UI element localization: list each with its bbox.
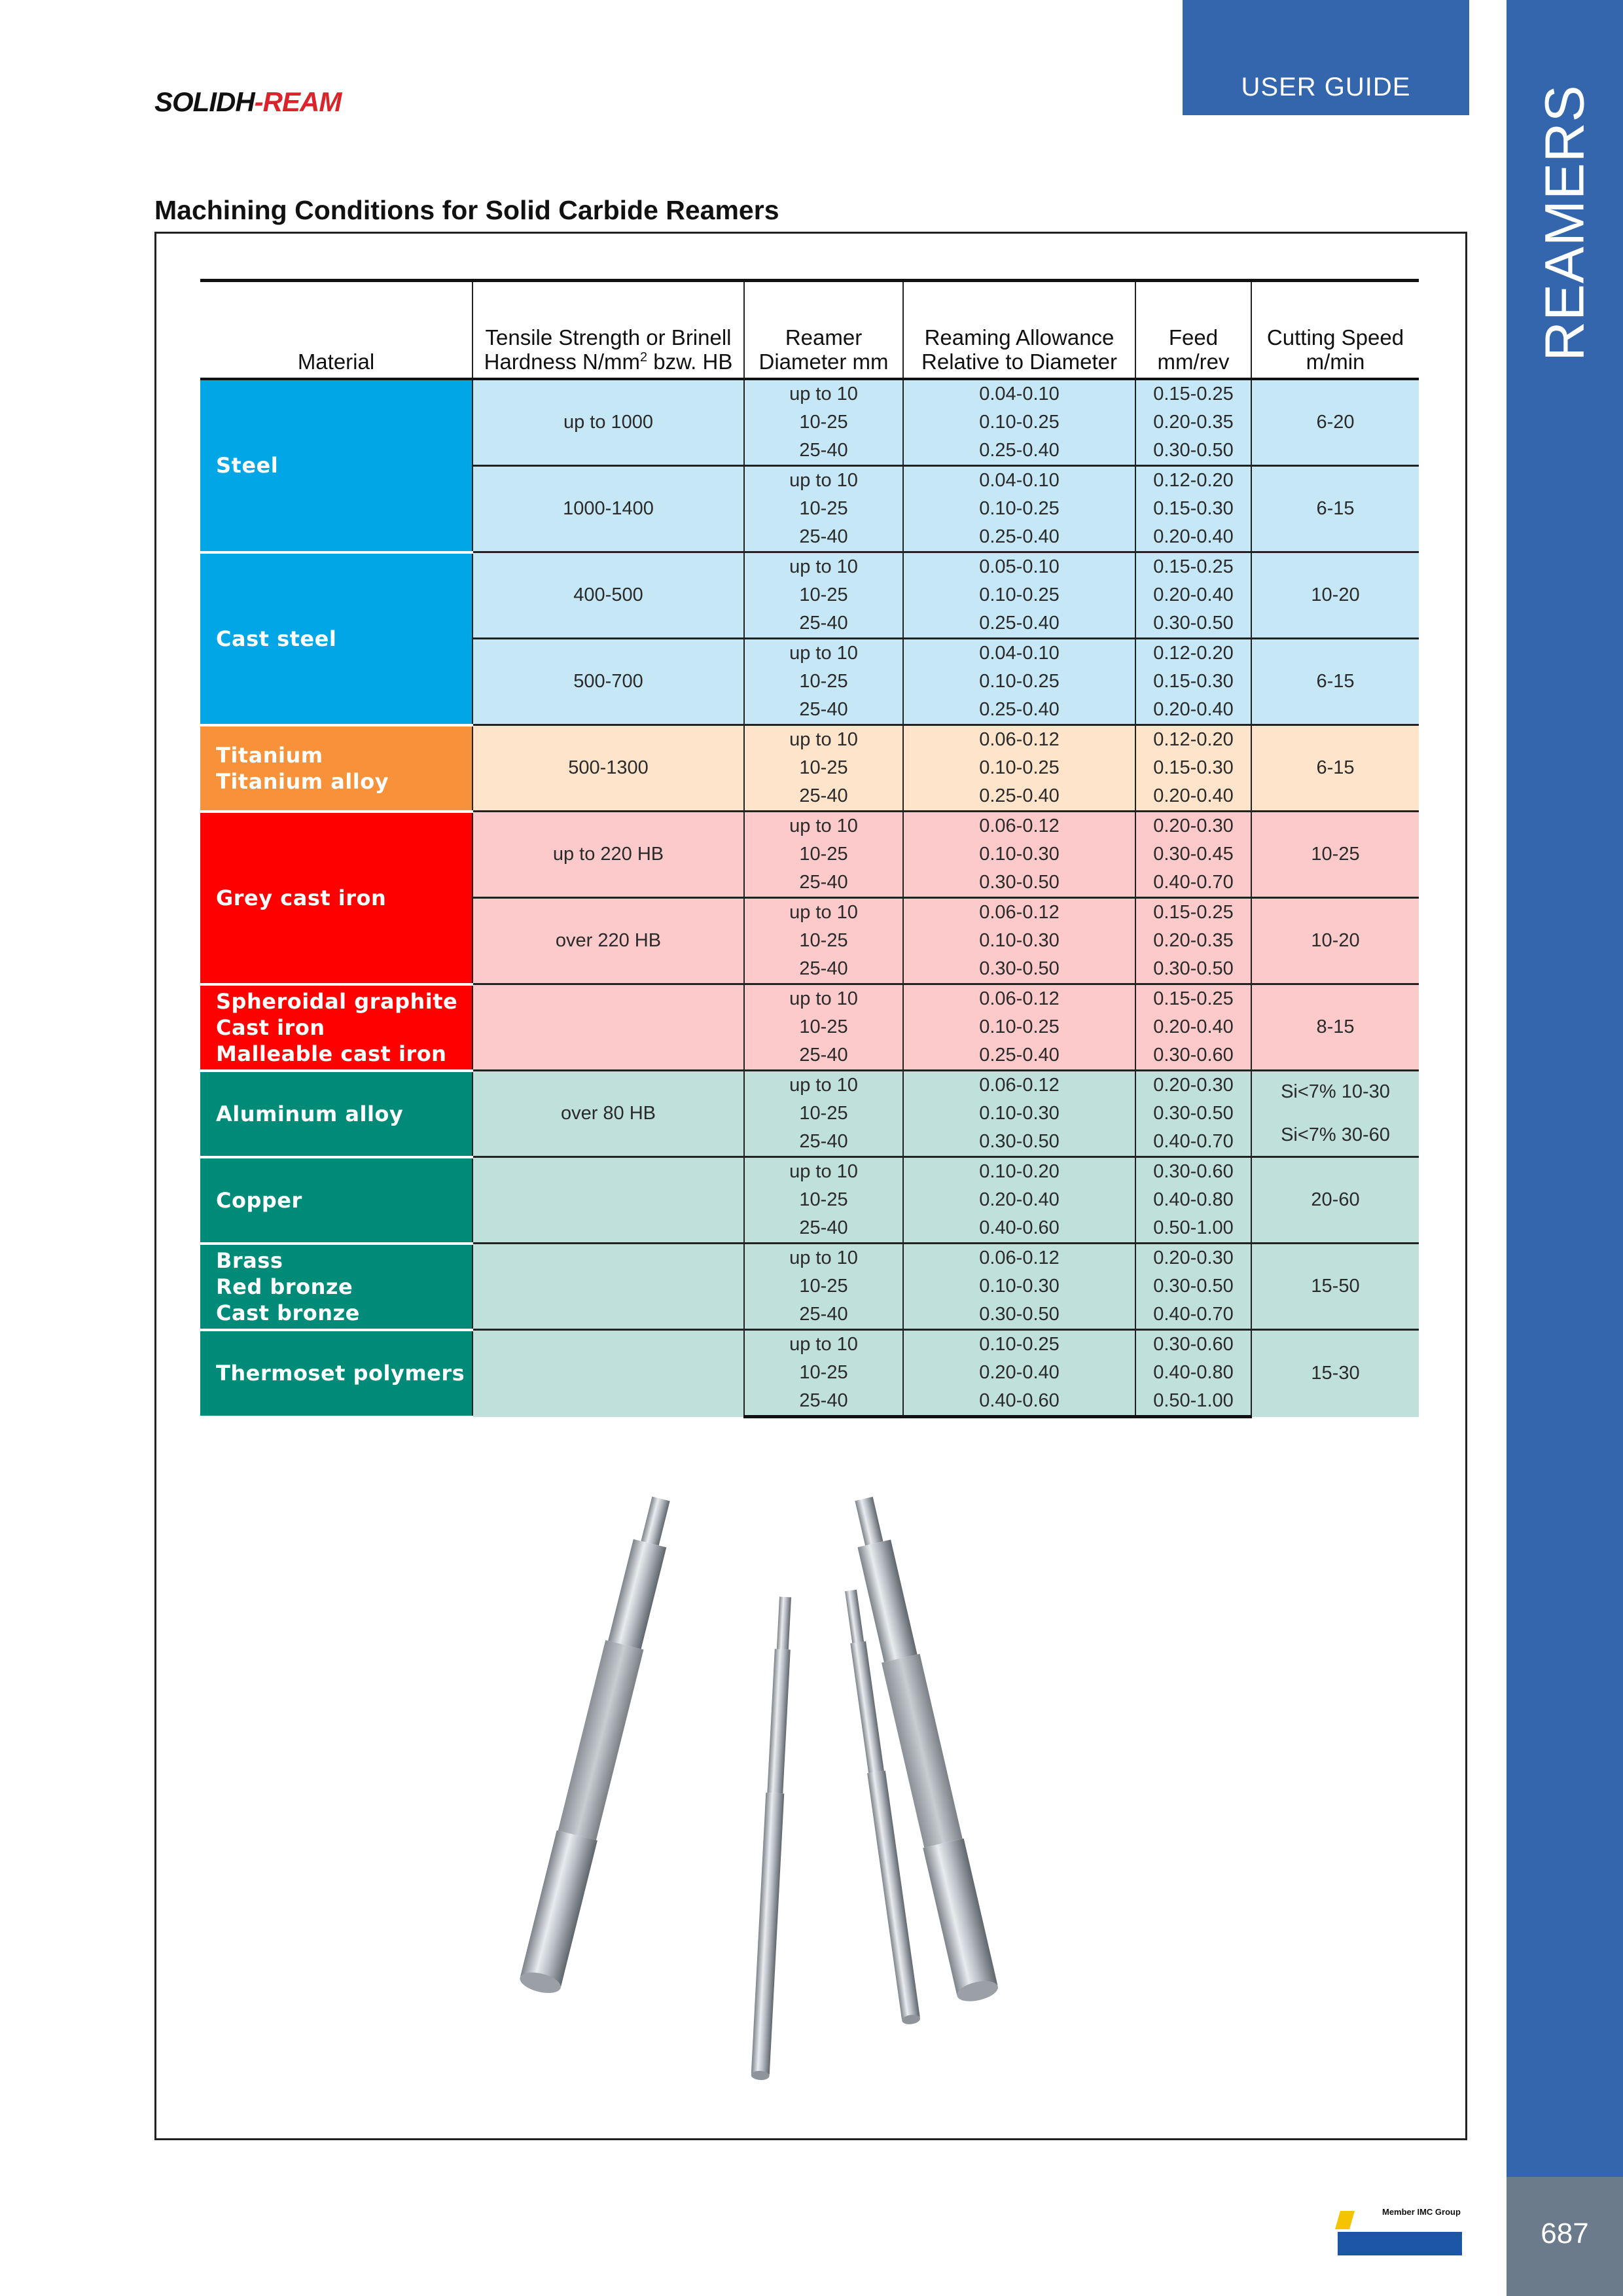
brand-part-1: SOLIDH <box>154 86 255 117</box>
diameter-cell: 10-25 <box>744 927 903 955</box>
allowance-cell: 0.25-0.40 <box>903 609 1135 639</box>
header-tensile-strength <box>473 281 744 380</box>
feed-cell: 0.20-0.30 <box>1135 1244 1251 1273</box>
speed-cell: 6-20 <box>1251 379 1419 466</box>
strength-cell: 400-500 <box>473 552 744 639</box>
diameter-cell: 10-25 <box>744 1272 903 1300</box>
allowance-cell: 0.20-0.40 <box>903 1186 1135 1214</box>
speed-cell: 10-25 <box>1251 812 1419 898</box>
feed-cell: 0.12-0.20 <box>1135 639 1251 668</box>
allowance-cell: 0.30-0.50 <box>903 955 1135 984</box>
header-tensile-line1: Tensile Strength or Brinell <box>485 325 732 350</box>
section-title: Machining Conditions for Solid Carbide Reamers <box>154 195 779 225</box>
table-row <box>200 984 1419 1014</box>
material-cell: Aluminum alloy <box>200 1071 473 1157</box>
logo-tagline: Member IMC Group <box>1382 2207 1461 2217</box>
feed-cell: 0.15-0.30 <box>1135 668 1251 696</box>
allowance-cell: 0.10-0.25 <box>903 495 1135 523</box>
feed-cell: 0.20-0.30 <box>1135 812 1251 841</box>
diameter-cell: up to 10 <box>744 379 903 408</box>
feed-cell: 0.40-0.70 <box>1135 1300 1251 1330</box>
allowance-cell: 0.10-0.25 <box>903 408 1135 437</box>
allowance-cell: 0.40-0.60 <box>903 1214 1135 1244</box>
diameter-cell: 25-40 <box>744 437 903 466</box>
allowance-cell: 0.06-0.12 <box>903 898 1135 927</box>
strength-cell <box>473 984 744 1071</box>
diameter-cell: up to 10 <box>744 1071 903 1100</box>
diameter-cell: 10-25 <box>744 408 903 437</box>
header-tensile-line2: Hardness N/mm <box>484 349 641 374</box>
strength-cell <box>473 1157 744 1244</box>
allowance-cell: 0.20-0.40 <box>903 1359 1135 1387</box>
diameter-cell: 10-25 <box>744 754 903 782</box>
feed-cell: 0.20-0.40 <box>1135 1013 1251 1041</box>
speed-cell: 10-20 <box>1251 552 1419 639</box>
speed-cell: 6-15 <box>1251 466 1419 552</box>
allowance-cell: 0.10-0.30 <box>903 1272 1135 1300</box>
table-row <box>200 1071 1419 1100</box>
feed-cell: 0.40-0.70 <box>1135 869 1251 898</box>
diameter-cell: 25-40 <box>744 1214 903 1244</box>
allowance-cell: 0.10-0.20 <box>903 1157 1135 1187</box>
header-speed: Cutting Speed m/min <box>1251 281 1419 380</box>
brand-part-2: -REAM <box>254 86 342 117</box>
feed-cell: 0.20-0.40 <box>1135 696 1251 725</box>
brand-logo <box>154 86 341 118</box>
diameter-cell: 10-25 <box>744 840 903 869</box>
table-row <box>200 552 1419 582</box>
allowance-cell: 0.05-0.10 <box>903 552 1135 582</box>
diameter-cell: up to 10 <box>744 725 903 755</box>
allowance-cell: 0.30-0.50 <box>903 1300 1135 1330</box>
allowance-cell: 0.10-0.25 <box>903 754 1135 782</box>
table-body <box>200 379 1419 1417</box>
strength-cell: over 80 HB <box>473 1071 744 1157</box>
header-tensile-line2-post: bzw. HB <box>647 349 733 374</box>
diameter-cell: 25-40 <box>744 609 903 639</box>
diameter-cell: up to 10 <box>744 1330 903 1359</box>
diameter-cell: 25-40 <box>744 1300 903 1330</box>
reamer-tools-photo <box>497 1486 1086 2088</box>
feed-cell: 0.30-0.50 <box>1135 609 1251 639</box>
feed-cell: 0.40-0.70 <box>1135 1128 1251 1157</box>
header-feed: Feed mm/rev <box>1135 281 1251 380</box>
iscar-logo <box>1335 2198 1472 2263</box>
feed-cell: 0.30-0.45 <box>1135 840 1251 869</box>
feed-cell: 0.15-0.25 <box>1135 898 1251 927</box>
feed-cell: 0.30-0.50 <box>1135 1272 1251 1300</box>
diameter-cell: 25-40 <box>744 782 903 812</box>
diameter-cell: 10-25 <box>744 1186 903 1214</box>
diameter-cell: 25-40 <box>744 869 903 898</box>
table-row <box>200 812 1419 841</box>
diameter-cell: 10-25 <box>744 1359 903 1387</box>
speed-cell: 6-15 <box>1251 725 1419 812</box>
material-cell: Titanium Titanium alloy <box>200 725 473 812</box>
diameter-cell: up to 10 <box>744 639 903 668</box>
user-guide-label: USER GUIDE <box>1241 73 1411 101</box>
speed-cell: 8-15 <box>1251 984 1419 1071</box>
material-cell: Steel <box>200 379 473 552</box>
material-cell: Thermoset polymers <box>200 1330 473 1417</box>
reamer-small-left <box>751 1596 794 2080</box>
feed-cell: 0.15-0.25 <box>1135 984 1251 1014</box>
allowance-cell: 0.25-0.40 <box>903 696 1135 725</box>
diameter-cell: 10-25 <box>744 1100 903 1128</box>
table-row <box>200 1330 1419 1359</box>
page-number: 687 <box>1541 2217 1589 2250</box>
feed-cell: 0.30-0.50 <box>1135 1100 1251 1128</box>
diameter-cell: 10-25 <box>744 495 903 523</box>
allowance-cell: 0.10-0.25 <box>903 668 1135 696</box>
diameter-cell: 10-25 <box>744 581 903 609</box>
feed-cell: 0.20-0.40 <box>1135 782 1251 812</box>
feed-cell: 0.20-0.30 <box>1135 1071 1251 1100</box>
strength-cell: 500-700 <box>473 639 744 725</box>
diameter-cell: up to 10 <box>744 1244 903 1273</box>
allowance-cell: 0.04-0.10 <box>903 379 1135 408</box>
allowance-cell: 0.04-0.10 <box>903 466 1135 495</box>
feed-cell: 0.50-1.00 <box>1135 1214 1251 1244</box>
feed-cell: 0.40-0.80 <box>1135 1186 1251 1214</box>
diameter-cell: up to 10 <box>744 466 903 495</box>
table-row <box>200 725 1419 755</box>
diameter-cell: up to 10 <box>744 984 903 1014</box>
allowance-cell: 0.04-0.10 <box>903 639 1135 668</box>
user-guide-tab <box>1183 0 1469 115</box>
allowance-cell: 0.25-0.40 <box>903 523 1135 552</box>
feed-cell: 0.15-0.30 <box>1135 754 1251 782</box>
feed-cell: 0.20-0.40 <box>1135 523 1251 552</box>
diameter-cell: 25-40 <box>744 1041 903 1071</box>
side-title-text: REAMERS <box>1533 84 1596 361</box>
strength-cell: 1000-1400 <box>473 466 744 552</box>
diameter-cell: 25-40 <box>744 1128 903 1157</box>
feed-cell: 0.20-0.35 <box>1135 927 1251 955</box>
feed-cell: 0.40-0.80 <box>1135 1359 1251 1387</box>
header-allowance: Reaming Allowance Relative to Diameter <box>903 281 1135 380</box>
allowance-cell: 0.40-0.60 <box>903 1387 1135 1417</box>
strength-cell <box>473 1244 744 1330</box>
allowance-cell: 0.30-0.50 <box>903 1128 1135 1157</box>
material-cell: Cast steel <box>200 552 473 725</box>
diameter-cell: up to 10 <box>744 812 903 841</box>
allowance-cell: 0.10-0.25 <box>903 1330 1135 1359</box>
feed-cell: 0.30-0.60 <box>1135 1330 1251 1359</box>
allowance-cell: 0.06-0.12 <box>903 1244 1135 1273</box>
feed-cell: 0.30-0.60 <box>1135 1041 1251 1071</box>
strength-cell: up to 1000 <box>473 379 744 466</box>
table-row <box>200 1244 1419 1273</box>
header-tensile-sup: 2 <box>640 350 648 365</box>
material-cell: Brass Red bronze Cast bronze <box>200 1244 473 1330</box>
strength-cell <box>473 1330 744 1417</box>
feed-cell: 0.15-0.25 <box>1135 552 1251 582</box>
speed-cell: 20-60 <box>1251 1157 1419 1244</box>
speed-cell: 15-30 <box>1251 1330 1419 1417</box>
material-cell: Grey cast iron <box>200 812 473 984</box>
allowance-cell: 0.06-0.12 <box>903 812 1135 841</box>
allowance-cell: 0.06-0.12 <box>903 1071 1135 1100</box>
speed-cell: 15-50 <box>1251 1244 1419 1330</box>
speed-cell: 10-20 <box>1251 898 1419 984</box>
allowance-cell: 0.25-0.40 <box>903 437 1135 466</box>
allowance-cell: 0.06-0.12 <box>903 725 1135 755</box>
diameter-cell: 10-25 <box>744 668 903 696</box>
diameter-cell: up to 10 <box>744 1157 903 1187</box>
material-cell: Copper <box>200 1157 473 1244</box>
side-title <box>1507 84 1623 361</box>
header-diameter: Reamer Diameter mm <box>744 281 903 380</box>
feed-cell: 0.12-0.20 <box>1135 725 1251 755</box>
allowance-cell: 0.10-0.25 <box>903 1013 1135 1041</box>
diameter-cell: 25-40 <box>744 955 903 984</box>
diameter-cell: 10-25 <box>744 1013 903 1041</box>
material-cell: Spheroidal graphite Cast iron Malleable cast iron <box>200 984 473 1071</box>
machining-conditions-table <box>200 279 1419 1418</box>
strength-cell: 500-1300 <box>473 725 744 812</box>
table-row <box>200 379 1419 408</box>
diameter-cell: 25-40 <box>744 696 903 725</box>
speed-cell: Si<7% 10-30 Si<7% 30-60 <box>1251 1071 1419 1157</box>
feed-cell: 0.20-0.40 <box>1135 581 1251 609</box>
feed-cell: 0.30-0.50 <box>1135 437 1251 466</box>
reamer-large-left <box>518 1494 681 1996</box>
diameter-cell: 25-40 <box>744 1387 903 1417</box>
feed-cell: 0.20-0.35 <box>1135 408 1251 437</box>
feed-cell: 0.50-1.00 <box>1135 1387 1251 1417</box>
table-header-row <box>200 281 1419 380</box>
allowance-cell: 0.30-0.50 <box>903 869 1135 898</box>
strength-cell: over 220 HB <box>473 898 744 984</box>
allowance-cell: 0.25-0.40 <box>903 1041 1135 1071</box>
allowance-cell: 0.10-0.30 <box>903 927 1135 955</box>
speed-cell: 6-15 <box>1251 639 1419 725</box>
page-number-box <box>1507 2177 1623 2296</box>
allowance-cell: 0.10-0.25 <box>903 581 1135 609</box>
diameter-cell: up to 10 <box>744 552 903 582</box>
strength-cell: up to 220 HB <box>473 812 744 898</box>
feed-cell: 0.15-0.25 <box>1135 379 1251 408</box>
table-row <box>200 1157 1419 1187</box>
header-material: Material <box>200 281 473 380</box>
feed-cell: 0.12-0.20 <box>1135 466 1251 495</box>
feed-cell: 0.30-0.50 <box>1135 955 1251 984</box>
allowance-cell: 0.25-0.40 <box>903 782 1135 812</box>
allowance-cell: 0.06-0.12 <box>903 984 1135 1014</box>
diameter-cell: 25-40 <box>744 523 903 552</box>
allowance-cell: 0.10-0.30 <box>903 1100 1135 1128</box>
feed-cell: 0.30-0.60 <box>1135 1157 1251 1187</box>
feed-cell: 0.15-0.30 <box>1135 495 1251 523</box>
allowance-cell: 0.10-0.30 <box>903 840 1135 869</box>
diameter-cell: up to 10 <box>744 898 903 927</box>
